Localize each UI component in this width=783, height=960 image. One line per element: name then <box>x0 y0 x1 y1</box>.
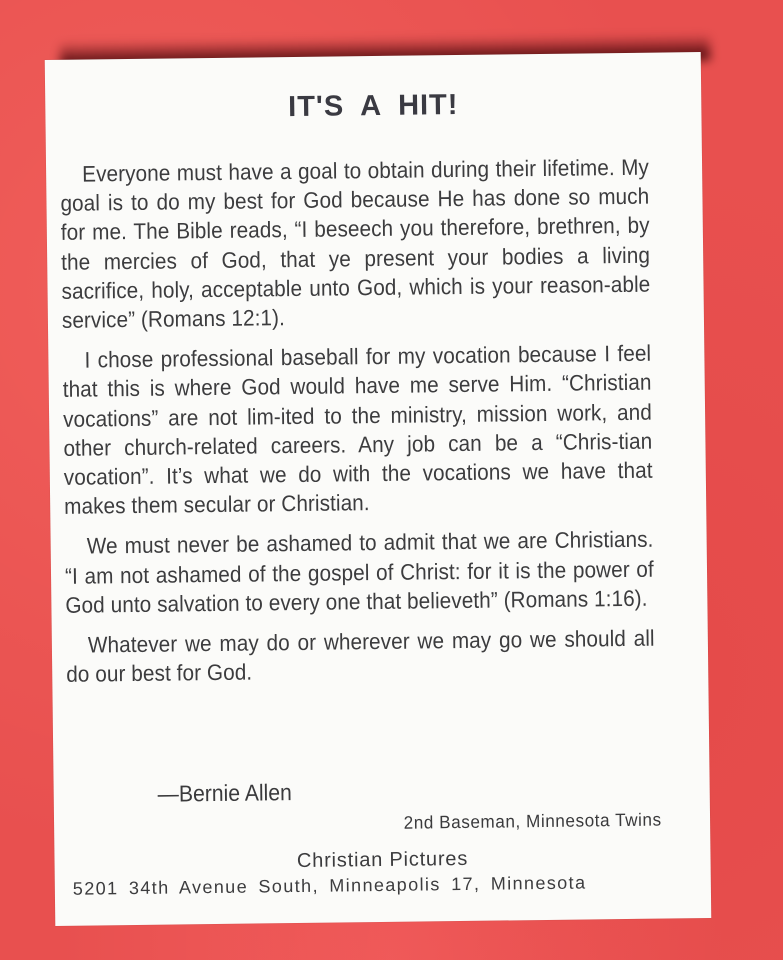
publisher-name: Christian Pictures <box>296 847 469 873</box>
paragraph-goal: Everyone must have a goal to obtain during their lifetime. My goal is to do my best for God because He has done so much for me. The Bible reads, “I beseech you therefore, brethren, by the mercies of God, that ye present your bodies a living sacrifice, holy, acceptable unto God, which is your reason-able service” (Romans 12:1). <box>60 154 651 333</box>
paragraph-not-ashamed: We must never be ashamed to admit that we are Christians. “I am not ashamed of the gospel of Christ: for it is the power of God unto salvation to every one that believeth” (Romans 1:16). <box>64 527 654 618</box>
paragraph-closing: Whatever we may do or wherever we may go we should all do our best for God. <box>66 625 655 688</box>
card-body-text <box>60 153 655 701</box>
trading-card-back <box>45 52 712 926</box>
card-title: IT'S A HIT! <box>287 88 459 124</box>
player-position: 2nd Baseman, Minnesota Twins <box>403 809 663 833</box>
signature: —Bernie Allen <box>157 779 292 807</box>
paragraph-vocation: I chose professional baseball for my vocation because I feel that this is where God would have me serve Him. “Christian vocations” are not lim-ited to the ministry, mission work, and other church-related careers. Any job can be a “Chris-tian vocation”. It’s what we do with the vocations we have that makes them secular or Christian. <box>62 340 653 520</box>
publisher-address: 5201 34th Avenue South, Minneapolis 17, Minnesota <box>72 872 587 899</box>
